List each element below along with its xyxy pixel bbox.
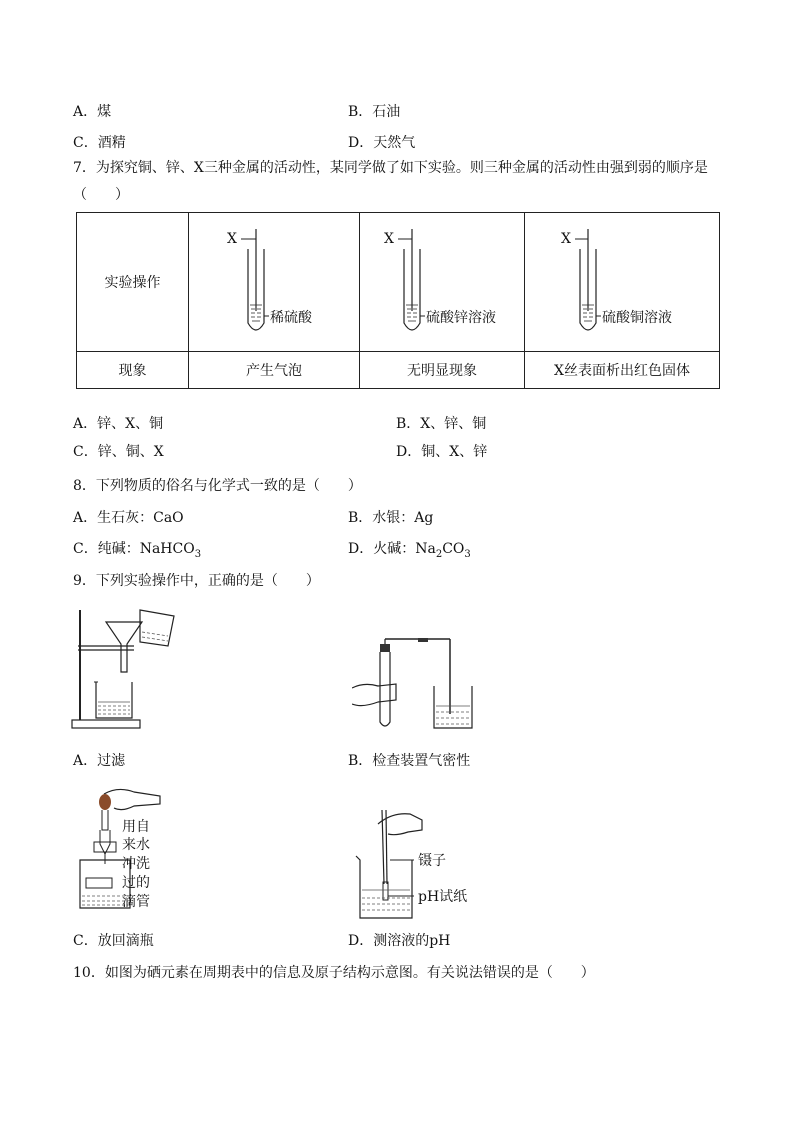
fig-c-caption-2: 来水	[122, 837, 150, 853]
q9-stem: 9．下列实验操作中，正确的是（ ）	[73, 573, 320, 589]
q6-option-c: C．酒精	[73, 135, 126, 151]
q7-option-b: B．X、锌、铜	[396, 416, 487, 432]
q8-option-c: C．纯碱：NaHCO$_3$	[73, 541, 202, 560]
q8-option-a: A．生石灰：CaO	[73, 510, 184, 526]
fig-c-caption-4: 过的	[122, 875, 150, 891]
q6-option-a: A．煤	[73, 104, 112, 120]
q7-stem: 7．为探究铜、锌、X三种金属的活动性，某同学做了如下实验。则三种金属的活动性由强到弱的顺序是	[73, 160, 708, 176]
q6-option-b: B．石油	[348, 104, 401, 120]
solution-label: 硫酸锌溶液	[426, 310, 496, 326]
fig-c-caption-1: 用自	[122, 819, 150, 835]
q8-option-d: D．火碱：$Na_2CO_3$	[348, 541, 471, 560]
q7-option-c: C．锌、铜、X	[73, 444, 164, 460]
q7-option-d: D．铜、X、锌	[396, 444, 488, 460]
x-wire-label: X	[384, 231, 394, 247]
x-wire-label: X	[561, 231, 571, 247]
test-tube-icon	[525, 213, 720, 351]
tube-cell-2	[360, 213, 525, 352]
test-tube-icon	[360, 213, 525, 351]
dropper-bottle-icon	[74, 786, 164, 912]
phenomenon-cell: 产生气泡	[189, 352, 360, 389]
phenomenon-cell: X丝表面析出红色固体	[525, 352, 720, 389]
tube-cell-3	[525, 213, 720, 352]
solution-label: 稀硫酸	[270, 310, 312, 326]
fig-c-caption-3: 冲洗	[122, 856, 150, 872]
x-wire-label: X	[227, 231, 237, 247]
q7-paren: （ ）	[73, 187, 129, 203]
q9-option-d: D．测溶液的pH	[348, 933, 451, 949]
q9-option-a: A．过滤	[73, 753, 126, 769]
solution-label: 硫酸铜溶液	[602, 310, 672, 326]
phenomenon-cell: 无明显现象	[360, 352, 525, 389]
q9-option-c: C．放回滴瓶	[73, 933, 154, 949]
airtightness-check-icon	[352, 638, 482, 732]
test-tube-icon	[189, 213, 360, 351]
q8-stem: 8．下列物质的俗名与化学式一致的是（ ）	[73, 478, 362, 494]
q8-option-b: B．水银：Ag	[348, 510, 434, 526]
tweezers-label: 镊子	[418, 853, 446, 869]
q6-option-d: D．天然气	[348, 135, 416, 151]
ph-test-icon	[352, 806, 424, 922]
q7-option-a: A．锌、X、铜	[73, 416, 164, 432]
tube-cell-1	[189, 213, 360, 352]
table-header-operation: 实验操作	[77, 213, 189, 352]
table-header-phenomenon: 现象	[77, 352, 189, 389]
filtration-apparatus-icon	[70, 606, 190, 732]
fig-c-caption-5: 滴管	[122, 894, 150, 910]
q9-option-b: B．检查装置气密性	[348, 753, 471, 769]
q10-stem: 10．如图为硒元素在周期表中的信息及原子结构示意图。有关说法错误的是（ ）	[73, 965, 595, 981]
ph-paper-label: pH试纸	[418, 889, 468, 905]
q7-experiment-table	[76, 212, 720, 389]
